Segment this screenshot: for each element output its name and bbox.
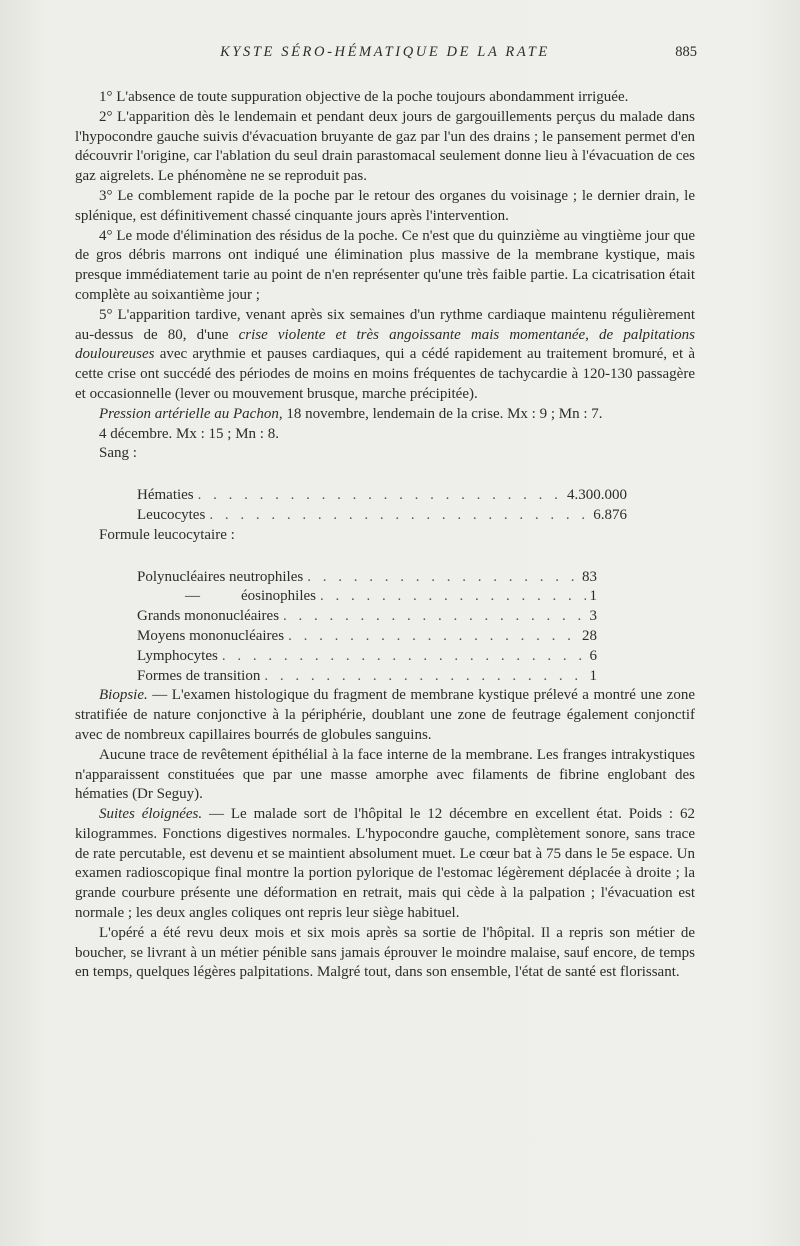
paragraph-3: 3° Le comblement rapide de la poche par le retour des organes du voisinage ; le dernier drain, le splénique, est définitivement chassé cinquante jours après l'intervention. — [75, 187, 695, 224]
paragraph-5 — [75, 306, 695, 405]
leader-dots — [288, 627, 578, 647]
table-row — [137, 568, 597, 588]
row-label — [137, 587, 316, 607]
paragraph-biopsy-2: Aucune trace de revêtement épithélial à la face interne de la membrane. Les franges intrakystiques n'apparaissent constituées que par une masse amorphe avec filaments de fibrine englobant des hématies (Dr Seguy). — [75, 746, 695, 803]
row-label: Leucocytes — [137, 506, 206, 523]
paragraph-2: 2° L'apparition dès le lendemain et pendant deux jours de gargouillements perçus du malade dans l'hypocondre gauche suivis d'évacuation bruyante de gaz par l'un des drains ; le pansement permet d'en découvrir l'origine, car l'ablation du seul drain parastomacal seulement donne lieu à l'évacuation de ces gaz aigrelets. Le phénomène ne se reproduit pas. — [75, 108, 695, 185]
running-title: KYSTE SÉRO-HÉMATIQUE DE LA RATE — [220, 44, 550, 60]
paragraph-biopsy — [75, 686, 695, 745]
leader-dots — [222, 647, 586, 667]
row-label: Hématies — [137, 487, 194, 504]
leader-dots — [198, 486, 563, 506]
table-row — [137, 607, 597, 627]
paragraph-followup — [75, 805, 695, 924]
row-label: Lymphocytes — [137, 647, 218, 664]
row-label: Formes de transition — [137, 667, 261, 684]
followup-italic: Suites éloignées. — [99, 806, 203, 823]
row-value: 1 — [589, 588, 597, 605]
leader-dots — [283, 607, 585, 627]
table-row — [137, 667, 597, 687]
leuco-table — [137, 568, 597, 687]
biopsy-italic: Biopsie. — [99, 687, 148, 704]
row-label-text: éosinophiles — [241, 588, 316, 605]
pressure-text: 18 novembre, lendemain de la crise. Mx : 9 ; Mn : 7. — [282, 405, 603, 422]
row-label: Grands mononucléaires — [137, 608, 280, 625]
paragraph-pressure — [75, 405, 695, 425]
pressure-italic: Pression artérielle au Pachon, — [99, 405, 283, 422]
paragraph-5-italic: crise violente et très angoissante mais momentanée, de palpitations douloureuses — [75, 326, 695, 363]
leader-dots — [264, 667, 585, 687]
biopsy-text: — L'examen histologique du fragment de membrane kystique prélevé a montré une zone stratifiée de nature conjonctive à la périphérie, doublant une zone de feutrage également conjonctif avec de nombreux capillaires bourrés de globules sanguins. — [75, 687, 695, 743]
paragraph-5-start: 5° L'apparition tardive, venant après six semaines d'un rythme cardiaque maintenu régulièrement au-dessus de 80, d'une — [75, 306, 695, 343]
leader-dots — [320, 587, 586, 607]
formula-title: Formule leucocytaire : — [99, 526, 235, 543]
followup-text: — Le malade sort de l'hôpital le 12 décembre en excellent état. Poids : 62 kilogrammes. Fonctions digestives normales. L'hypocondre gauche, complètement sonore, sans trace de rate percutable, est devenu et se maintient absolument muet. Le cœur bat à 75 dans le 5e espace. Un examen radioscopique final montre la portion pylorique de l'estomac légèrement déplacée à droite ; la grande courbure présente une déformation en retrait, mais qui cède à la palpation ; l'évacuation est normale ; les deux angles coliques ont repris leur siège habituel. — [75, 806, 695, 922]
table-row — [137, 506, 627, 526]
paragraph-1: 1° L'absence de toute suppuration objective de la poche toujours abondamment irriguée. — [99, 89, 629, 105]
table-row — [137, 647, 597, 667]
row-value: 3 — [589, 608, 597, 625]
table-row — [137, 486, 627, 506]
row-value: 28 — [582, 627, 597, 644]
paragraph-blood: Sang : — [99, 445, 137, 462]
row-label: Polynucléaires neutrophiles — [137, 568, 304, 585]
row-value: 4.300.000 — [567, 487, 627, 504]
paragraph-december: 4 décembre. Mx : 15 ; Mn : 8. — [99, 425, 279, 442]
ditto-dash: — — [185, 588, 200, 605]
row-value: 83 — [582, 568, 597, 585]
table-row — [137, 587, 597, 607]
row-label: Moyens mononucléaires — [137, 627, 285, 644]
leader-dots — [209, 506, 589, 526]
row-value: 6 — [589, 647, 597, 664]
leader-dots — [307, 568, 578, 588]
running-header — [75, 44, 695, 66]
page-body — [75, 88, 695, 983]
row-value: 1 — [589, 667, 597, 684]
row-value: 6.876 — [593, 506, 627, 523]
blood-table — [137, 486, 627, 526]
paragraph-4: 4° Le mode d'élimination des résidus de la poche. Ce n'est que du quinzième au vingtième jour que de gros débris marrons ont indiqué une élimination plus massive de la membrane kystique, mais presque immédiatement tarie au point de n'en représenter qu'une très faible partie. La cicatrisation était complète au soixantième jour ; — [75, 227, 695, 303]
page-number: 885 — [675, 44, 697, 60]
paragraph-5-end: avec arythmie et pauses cardiaques, qui a cédé rapidement au traitement bromuré, et à cette crise ont succédé des périodes de moins en moins fréquentes de tachycardie à 120-130 passagère et occasionnelle (lever ou mouvement brusque, marche précipitée). — [75, 346, 695, 402]
table-row — [137, 627, 597, 647]
paragraph-final: L'opéré a été revu deux mois et six mois après sa sortie de l'hôpital. Il a repris son métier de boucher, se livrant à un métier pénible sans jamais éprouver le moindre malaise, sauf encore, de temps en temps, quelques légères palpitations. Malgré tout, dans son ensemble, l'état de santé est florissant. — [75, 924, 695, 981]
